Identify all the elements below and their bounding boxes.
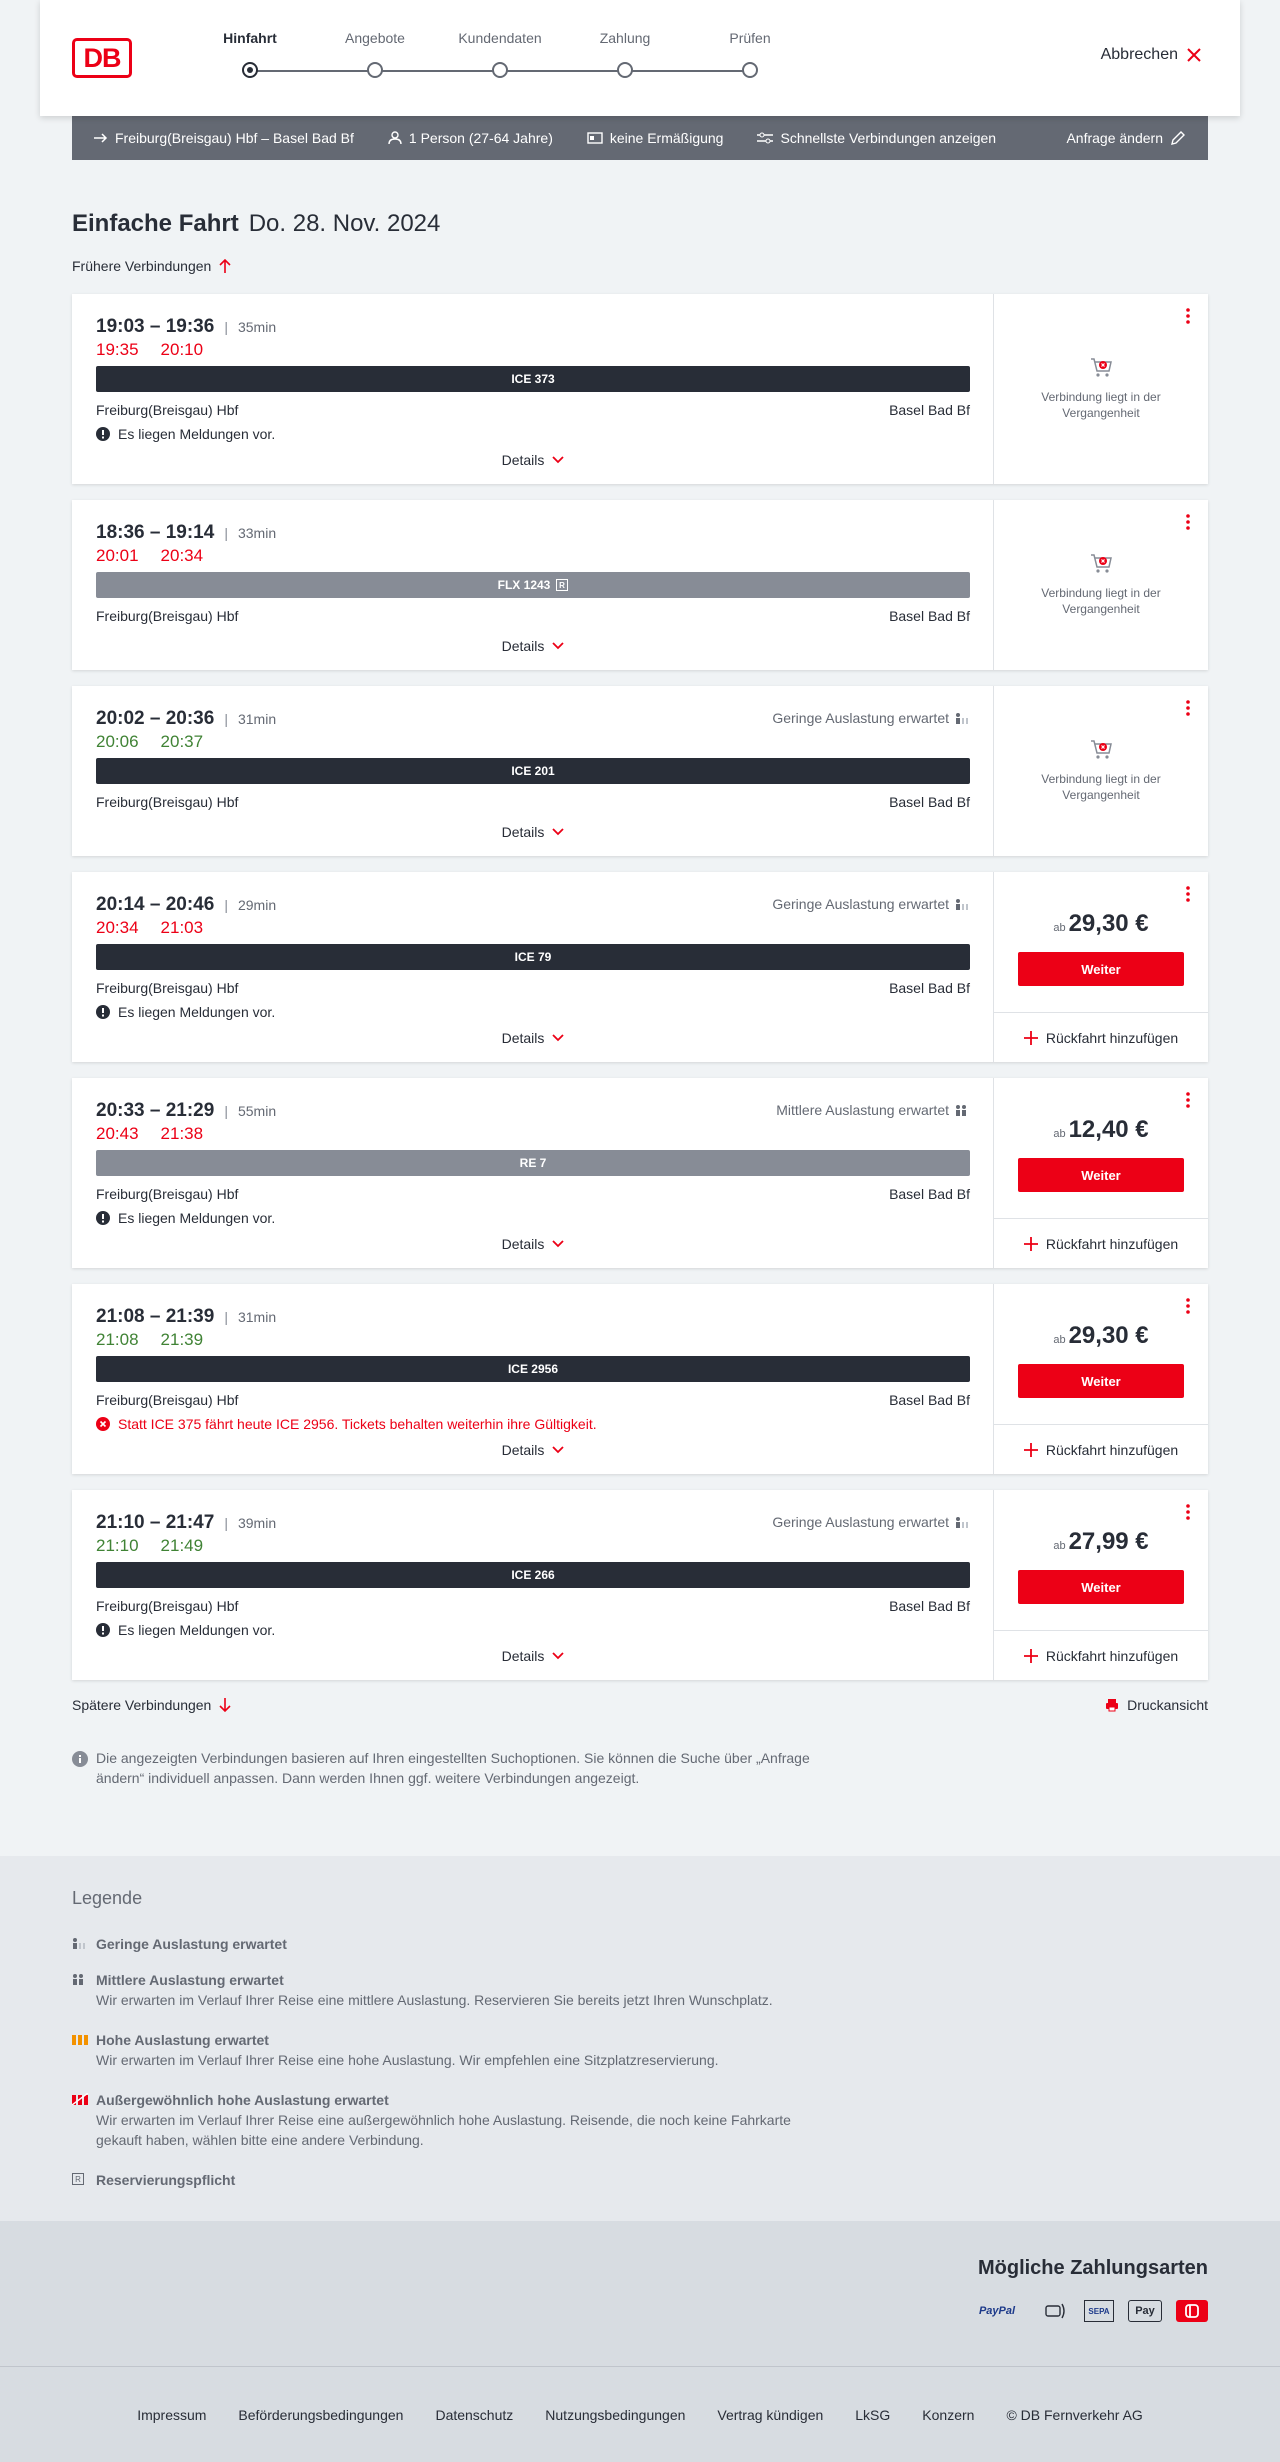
footer-link-lksg[interactable]: LkSG: [855, 2406, 891, 2423]
legend-item-text: Wir erwarten im Verlauf Ihrer Reise eine außergewöhnlich hohe Auslastung. Reisende, die noch keine Fahrkarte gekauft haben, wählen bitte eine andere Verbindung.: [96, 2112, 791, 2148]
more-options-button[interactable]: [1182, 1502, 1194, 1522]
connection-main[interactable]: [72, 294, 994, 484]
step-label: Kundendaten: [458, 30, 542, 46]
footer-link-datenschutz[interactable]: Datenschutz: [435, 2406, 514, 2423]
kebab-menu-icon: [1182, 1296, 1194, 1316]
details-toggle[interactable]: [72, 452, 994, 468]
legend-item-extreme: [72, 2090, 832, 2150]
time-row: [96, 1306, 276, 1328]
realtime-arrival: 21:39: [160, 1330, 204, 1349]
departure-station: Freiburg(Breisgau) Hbf: [96, 980, 239, 996]
step-label: Angebote: [345, 30, 405, 46]
edit-request-label: Anfrage ändern: [1066, 130, 1163, 146]
time-row: [96, 708, 276, 730]
details-toggle[interactable]: [72, 1648, 994, 1664]
train-bar[interactable]: [96, 1150, 970, 1176]
step-angebote: [320, 30, 430, 78]
details-label: Details: [501, 1236, 545, 1252]
footer: [0, 2366, 1280, 2462]
arrival-station: Basel Bad Bf: [889, 794, 970, 810]
page-title-date: Do. 28. Nov. 2024: [248, 210, 441, 237]
details-label: Details: [501, 638, 545, 654]
past-connection-notice: [994, 355, 1208, 421]
route-text: Freiburg(Breisgau) Hbf – Basel Bad Bf: [115, 130, 354, 146]
departure-station: Freiburg(Breisgau) Hbf: [96, 794, 239, 810]
details-toggle[interactable]: [72, 1030, 994, 1046]
stations-row: [96, 794, 970, 810]
legend-item-high: [72, 2030, 832, 2070]
connection-main[interactable]: [72, 686, 994, 856]
train-bar[interactable]: [96, 1562, 970, 1588]
train-name: FLX 1243: [497, 578, 551, 592]
more-options-button[interactable]: [1182, 306, 1194, 326]
realtime-departure: 20:34: [96, 918, 139, 937]
step-zahlung: [570, 30, 680, 78]
chevron-down-icon: [552, 1034, 564, 1042]
separator: |: [224, 319, 228, 335]
price: [994, 1116, 1208, 1144]
continue-button[interactable]: Weiter: [1018, 1570, 1184, 1604]
notice-message: [96, 426, 275, 442]
realtime-times: [96, 1536, 203, 1556]
kebab-menu-icon: [1182, 698, 1194, 718]
arrival-station: Basel Bad Bf: [889, 402, 970, 418]
realtime-times: [96, 1330, 203, 1350]
realtime-departure: 20:01: [96, 546, 139, 565]
occupancy-low-icon: [72, 1937, 86, 1949]
add-return-trip-label: Rückfahrt hinzufügen: [1045, 1441, 1179, 1458]
db-logo[interactable]: DB: [72, 38, 132, 78]
more-options-button[interactable]: [1182, 1296, 1194, 1316]
paypal-icon: PayPal: [978, 2305, 1016, 2317]
earlier-connections-link[interactable]: [72, 258, 231, 274]
arrival-station: Basel Bad Bf: [889, 1392, 970, 1408]
cart-unavailable-icon: [1089, 551, 1113, 575]
departure-station: Freiburg(Breisgau) Hbf: [96, 402, 239, 418]
connection-card: [72, 1078, 1208, 1268]
plus-icon: [1024, 1443, 1038, 1457]
step-dot: [492, 62, 508, 78]
notice-message: [96, 1210, 275, 1226]
chevron-down-icon: [552, 1240, 564, 1248]
details-label: Details: [501, 1442, 545, 1458]
chevron-down-icon: [552, 1446, 564, 1454]
train-name: RE 7: [519, 1156, 547, 1170]
apple-pay-icon: Pay: [1128, 2300, 1162, 2322]
plus-icon: [1024, 1031, 1038, 1045]
legend-title: Legende: [72, 1888, 143, 1908]
add-return-trip-label: Rückfahrt hinzufügen: [1045, 1029, 1179, 1046]
occupancy-low-icon: [955, 712, 969, 724]
offer-panel: [994, 686, 1208, 856]
connection-card: [72, 1490, 1208, 1680]
offer-panel: [994, 500, 1208, 670]
more-options-button[interactable]: [1182, 698, 1194, 718]
planned-times: 21:08 – 21:39: [96, 1306, 215, 1327]
duration: 31min: [237, 1309, 277, 1325]
alert-icon: [96, 1211, 110, 1225]
step-pruefen: [695, 30, 805, 78]
filter-icon: [757, 132, 773, 144]
occupancy-extreme-icon: [72, 2093, 88, 2105]
person-icon: [388, 131, 402, 145]
plus-icon: [1024, 1649, 1038, 1663]
occupancy-low-icon: [955, 1516, 969, 1528]
stations-row: [96, 402, 970, 418]
add-return-trip-label: Rückfahrt hinzufügen: [1045, 1235, 1179, 1252]
time-row: [96, 316, 276, 338]
legend-item-title: Außergewöhnlich hohe Auslastung erwartet: [96, 2092, 389, 2108]
price-value: 29,30 €: [1068, 910, 1149, 937]
add-return-trip-label: Rückfahrt hinzufügen: [1045, 1647, 1179, 1664]
realtime-times: [96, 546, 203, 566]
continue-button[interactable]: Weiter: [1018, 1364, 1184, 1398]
duration: 29min: [237, 897, 277, 913]
details-toggle[interactable]: [72, 824, 994, 840]
continue-button[interactable]: Weiter: [1018, 952, 1184, 986]
separator: |: [224, 1103, 228, 1119]
kebab-menu-icon: [1182, 1090, 1194, 1110]
step-kundendaten: [445, 30, 555, 78]
realtime-times: [96, 732, 203, 752]
search-info-text: [72, 1748, 852, 1788]
step-hinfahrt: [195, 30, 305, 78]
cart-unavailable-icon: [1089, 737, 1113, 761]
route-summary[interactable]: [94, 130, 354, 146]
notice-text: Statt ICE 375 fährt heute ICE 2956. Tickets behalten weiterhin ihre Gültigkeit.: [118, 1416, 597, 1432]
fastest-summary[interactable]: [757, 130, 996, 146]
edit-request-button[interactable]: [1066, 130, 1186, 146]
realtime-arrival: 21:03: [160, 918, 204, 937]
occupancy-text: Mittlere Auslastung erwartet: [776, 1102, 949, 1118]
connection-main[interactable]: [72, 872, 994, 1062]
notice-message: [96, 1416, 597, 1432]
realtime-departure: 19:35: [96, 340, 139, 359]
footer-link-konzern[interactable]: Konzern: [922, 2406, 975, 2423]
sepa-icon: SEPA: [1084, 2300, 1114, 2322]
close-icon: [1186, 47, 1202, 63]
continue-button[interactable]: Weiter: [1018, 1158, 1184, 1192]
connection-card: [72, 294, 1208, 484]
footer-link-befoerderungsbedingungen[interactable]: Beförderungsbedingungen: [238, 2406, 404, 2423]
separator: |: [224, 711, 228, 727]
details-toggle[interactable]: [72, 1442, 994, 1458]
separator: |: [224, 897, 228, 913]
train-bar[interactable]: [96, 758, 970, 784]
price-prefix: ab: [1053, 1128, 1066, 1140]
arrow-up-icon: [219, 259, 231, 273]
realtime-arrival: 20:34: [160, 546, 204, 565]
add-return-trip-button[interactable]: [994, 1218, 1208, 1268]
header: [40, 0, 1240, 116]
time-row: [96, 522, 276, 544]
price-prefix: ab: [1053, 1540, 1066, 1552]
more-options-button[interactable]: [1182, 1090, 1194, 1110]
price-prefix: ab: [1053, 922, 1066, 934]
connection-main[interactable]: [72, 500, 994, 670]
reservation-icon: [556, 579, 568, 591]
departure-station: Freiburg(Breisgau) Hbf: [96, 1186, 239, 1202]
details-toggle[interactable]: [72, 638, 994, 654]
legend-item-reservation: [72, 2170, 832, 2190]
past-connection-notice: [994, 737, 1208, 803]
payment-title: Mögliche Zahlungsarten: [977, 2257, 1208, 2279]
notice-message: [96, 1622, 275, 1638]
info-icon: [72, 1751, 88, 1767]
legend-item-low: [72, 1934, 832, 1954]
price-prefix: ab: [1053, 1334, 1066, 1346]
fastest-text: Schnellste Verbindungen anzeigen: [780, 130, 997, 146]
legend-item-title: Geringe Auslastung erwartet: [96, 1936, 287, 1952]
occupancy-medium-icon: [72, 1973, 86, 1985]
realtime-times: [96, 1124, 203, 1144]
duration: 55min: [237, 1103, 277, 1119]
separator: |: [224, 1515, 228, 1531]
realtime-departure: 21:08: [96, 1330, 139, 1349]
printer-icon: [1105, 1698, 1119, 1712]
details-toggle[interactable]: [72, 1236, 994, 1252]
realtime-departure: 21:10: [96, 1536, 139, 1555]
add-return-trip-button[interactable]: [994, 1424, 1208, 1474]
footer-link-vertrag-kuendigen[interactable]: Vertrag kündigen: [717, 2406, 824, 2423]
connection-card: [72, 872, 1208, 1062]
notice-text: Es liegen Meldungen vor.: [118, 1622, 276, 1638]
alert-icon: [96, 1623, 110, 1637]
arrival-station: Basel Bad Bf: [889, 980, 970, 996]
search-summary-bar: [72, 116, 1208, 160]
train-bar[interactable]: [96, 572, 970, 598]
details-label: Details: [501, 824, 545, 840]
notice-text: Es liegen Meldungen vor.: [118, 1210, 276, 1226]
occupancy-indicator: [776, 1102, 969, 1118]
step-dot: [367, 62, 383, 78]
legend-item-title: Hohe Auslastung erwartet: [96, 2032, 269, 2048]
occupancy-indicator: [772, 1514, 969, 1530]
payment-icons: [966, 2299, 1208, 2323]
planned-times: 20:33 – 21:29: [96, 1100, 215, 1121]
page-title-type: Einfache Fahrt: [72, 210, 239, 237]
realtime-times: [96, 918, 203, 938]
time-row: [96, 1512, 276, 1534]
more-options-button[interactable]: [1182, 884, 1194, 904]
legend-item-title: Reservierungspflicht: [96, 2172, 236, 2188]
price: [994, 910, 1208, 938]
chevron-down-icon: [552, 642, 564, 650]
train-name: ICE 201: [511, 764, 555, 778]
connection-card: [72, 686, 1208, 856]
stations-row: [96, 1598, 970, 1614]
kebab-menu-icon: [1182, 512, 1194, 532]
duration: 33min: [237, 525, 277, 541]
payment-section: [0, 2221, 1280, 2366]
train-bar[interactable]: [96, 366, 970, 392]
departure-station: Freiburg(Breisgau) Hbf: [96, 1598, 239, 1614]
footer-link-impressum[interactable]: Impressum: [137, 2406, 207, 2423]
duration: 39min: [237, 1515, 277, 1531]
svg-text:R: R: [559, 581, 566, 590]
persons-text: 1 Person (27-64 Jahre): [408, 130, 553, 146]
cancel-button[interactable]: [1101, 46, 1202, 64]
train-name: ICE 266: [511, 1568, 555, 1582]
page-title: [72, 210, 440, 238]
offer-panel: [994, 294, 1208, 484]
pencil-icon: [1170, 130, 1186, 146]
stations-row: [96, 1186, 970, 1202]
step-dot: [742, 62, 758, 78]
price: [994, 1528, 1208, 1556]
realtime-arrival: 20:10: [160, 340, 204, 359]
planned-times: 19:03 – 19:36: [96, 316, 215, 337]
notice-message: [96, 1004, 275, 1020]
details-label: Details: [501, 1648, 545, 1664]
past-connection-text: Verbindung liegt in der Vergangenheit: [1041, 586, 1161, 616]
planned-times: 18:36 – 19:14: [96, 522, 215, 543]
planned-times: 20:02 – 20:36: [96, 708, 215, 729]
kebab-menu-icon: [1182, 884, 1194, 904]
occupancy-indicator: [772, 710, 969, 726]
arrow-down-icon: [219, 1698, 231, 1712]
connection-main[interactable]: [72, 1490, 994, 1680]
price-value: 12,40 €: [1068, 1116, 1149, 1143]
reservation-icon: [72, 2173, 84, 2185]
connection-main[interactable]: [72, 1078, 994, 1268]
later-connections-link[interactable]: [72, 1697, 231, 1713]
svg-text:R: R: [75, 2175, 81, 2184]
info-text: Die angezeigten Verbindungen basieren auf Ihren eingestellten Suchoptionen. Sie können die Suche über „Anfrage ändern“ individuell anpassen. Dann werden Ihnen ggf. weitere Verbindungen angezeigt.: [96, 1750, 810, 1786]
stations-row: [96, 980, 970, 996]
discount-text: keine Ermäßigung: [609, 130, 724, 146]
train-bar[interactable]: [96, 1356, 970, 1382]
arrival-station: Basel Bad Bf: [889, 1186, 970, 1202]
alert-icon: [96, 427, 110, 441]
step-label: Hinfahrt: [223, 30, 277, 46]
offer-panel: [994, 872, 1208, 1062]
plus-icon: [1024, 1237, 1038, 1251]
price: [994, 1322, 1208, 1350]
connection-card: [72, 1284, 1208, 1474]
later-connections-label: Spätere Verbindungen: [72, 1697, 212, 1713]
step-dot: [617, 62, 633, 78]
occupancy-medium-icon: [955, 1104, 969, 1116]
past-connection-text: Verbindung liegt in der Vergangenheit: [1041, 772, 1161, 802]
duration: 35min: [237, 319, 277, 335]
price-value: 27,99 €: [1068, 1528, 1149, 1555]
db-card-icon: [1176, 2300, 1208, 2322]
past-connection-text: Verbindung liegt in der Vergangenheit: [1041, 390, 1161, 420]
notice-text: Es liegen Meldungen vor.: [118, 1004, 276, 1020]
step-label: Prüfen: [729, 30, 771, 46]
price-value: 29,30 €: [1068, 1322, 1149, 1349]
occupancy-text: Geringe Auslastung erwartet: [772, 710, 949, 726]
occupancy-text: Geringe Auslastung erwartet: [772, 896, 949, 912]
occupancy-indicator: [772, 896, 969, 912]
persons-summary[interactable]: [388, 130, 553, 146]
kebab-menu-icon: [1182, 1502, 1194, 1522]
arrival-station: Basel Bad Bf: [889, 608, 970, 624]
train-name: ICE 2956: [507, 1362, 559, 1376]
time-row: [96, 1100, 276, 1122]
card-icon: [587, 132, 603, 144]
add-return-trip-button[interactable]: [994, 1012, 1208, 1062]
occupancy-high-icon: [72, 2033, 88, 2045]
details-label: Details: [501, 1030, 545, 1046]
past-connection-notice: [994, 551, 1208, 617]
legend-item-medium: [72, 1970, 832, 2010]
realtime-departure: 20:06: [96, 732, 139, 751]
offer-panel: [994, 1284, 1208, 1474]
connection-main[interactable]: [72, 1284, 994, 1474]
earlier-connections-label: Frühere Verbindungen: [72, 258, 212, 274]
time-row: [96, 894, 276, 916]
connection-card: [72, 500, 1208, 670]
planned-times: 20:14 – 20:46: [96, 894, 215, 915]
chevron-down-icon: [552, 1652, 564, 1660]
more-options-button[interactable]: [1182, 512, 1194, 532]
print-view-link[interactable]: [1105, 1697, 1208, 1713]
separator: |: [224, 525, 228, 541]
legend-item-title: Mittlere Auslastung erwartet: [96, 1972, 284, 1988]
notice-text: Es liegen Meldungen vor.: [118, 426, 276, 442]
offer-panel: [994, 1078, 1208, 1268]
print-view-label: Druckansicht: [1127, 1697, 1208, 1713]
details-label: Details: [501, 452, 545, 468]
realtime-departure: 20:43: [96, 1124, 139, 1143]
progress-steps: [210, 30, 770, 90]
separator: |: [224, 1309, 228, 1325]
alert-icon: [96, 1005, 110, 1019]
kebab-menu-icon: [1182, 306, 1194, 326]
cancel-label: Abbrechen: [1100, 46, 1178, 63]
chevron-down-icon: [552, 456, 564, 464]
train-bar[interactable]: [96, 944, 970, 970]
discount-summary[interactable]: [587, 130, 724, 146]
departure-station: Freiburg(Breisgau) Hbf: [96, 1392, 239, 1408]
step-dot-active: [242, 62, 258, 78]
offer-panel: [994, 1490, 1208, 1680]
arrival-station: Basel Bad Bf: [889, 1598, 970, 1614]
contactless-card-icon: [1042, 2299, 1070, 2323]
chevron-down-icon: [552, 828, 564, 836]
train-name: ICE 373: [511, 372, 555, 386]
train-name: ICE 79: [514, 950, 552, 964]
realtime-arrival: 21:49: [160, 1536, 204, 1555]
departure-station: Freiburg(Breisgau) Hbf: [96, 608, 239, 624]
cart-unavailable-icon: [1089, 355, 1113, 379]
legend-item-text: Wir erwarten im Verlauf Ihrer Reise eine mittlere Auslastung. Reservieren Sie bereits jetzt Ihren Wunschplatz.: [96, 1992, 773, 2008]
stations-row: [96, 608, 970, 624]
realtime-arrival: 20:37: [160, 732, 204, 751]
legend-item-text: Wir erwarten im Verlauf Ihrer Reise eine hohe Auslastung. Wir empfehlen eine Sitzplatzreservierung.: [96, 2052, 719, 2068]
footer-link-nutzungsbedingungen[interactable]: Nutzungsbedingungen: [545, 2406, 686, 2423]
add-return-trip-button[interactable]: [994, 1630, 1208, 1680]
stations-row: [96, 1392, 970, 1408]
realtime-arrival: 21:38: [160, 1124, 204, 1143]
duration: 31min: [237, 711, 277, 727]
realtime-times: [96, 340, 203, 360]
occupancy-low-icon: [955, 898, 969, 910]
planned-times: 21:10 – 21:47: [96, 1512, 215, 1533]
error-icon: [96, 1417, 110, 1431]
arrow-right-icon: [94, 133, 108, 143]
step-label: Zahlung: [599, 30, 651, 46]
footer-copyright: © DB Fernverkehr AG: [1006, 2406, 1143, 2423]
legend-section: [0, 1856, 1280, 2221]
occupancy-text: Geringe Auslastung erwartet: [772, 1514, 949, 1530]
